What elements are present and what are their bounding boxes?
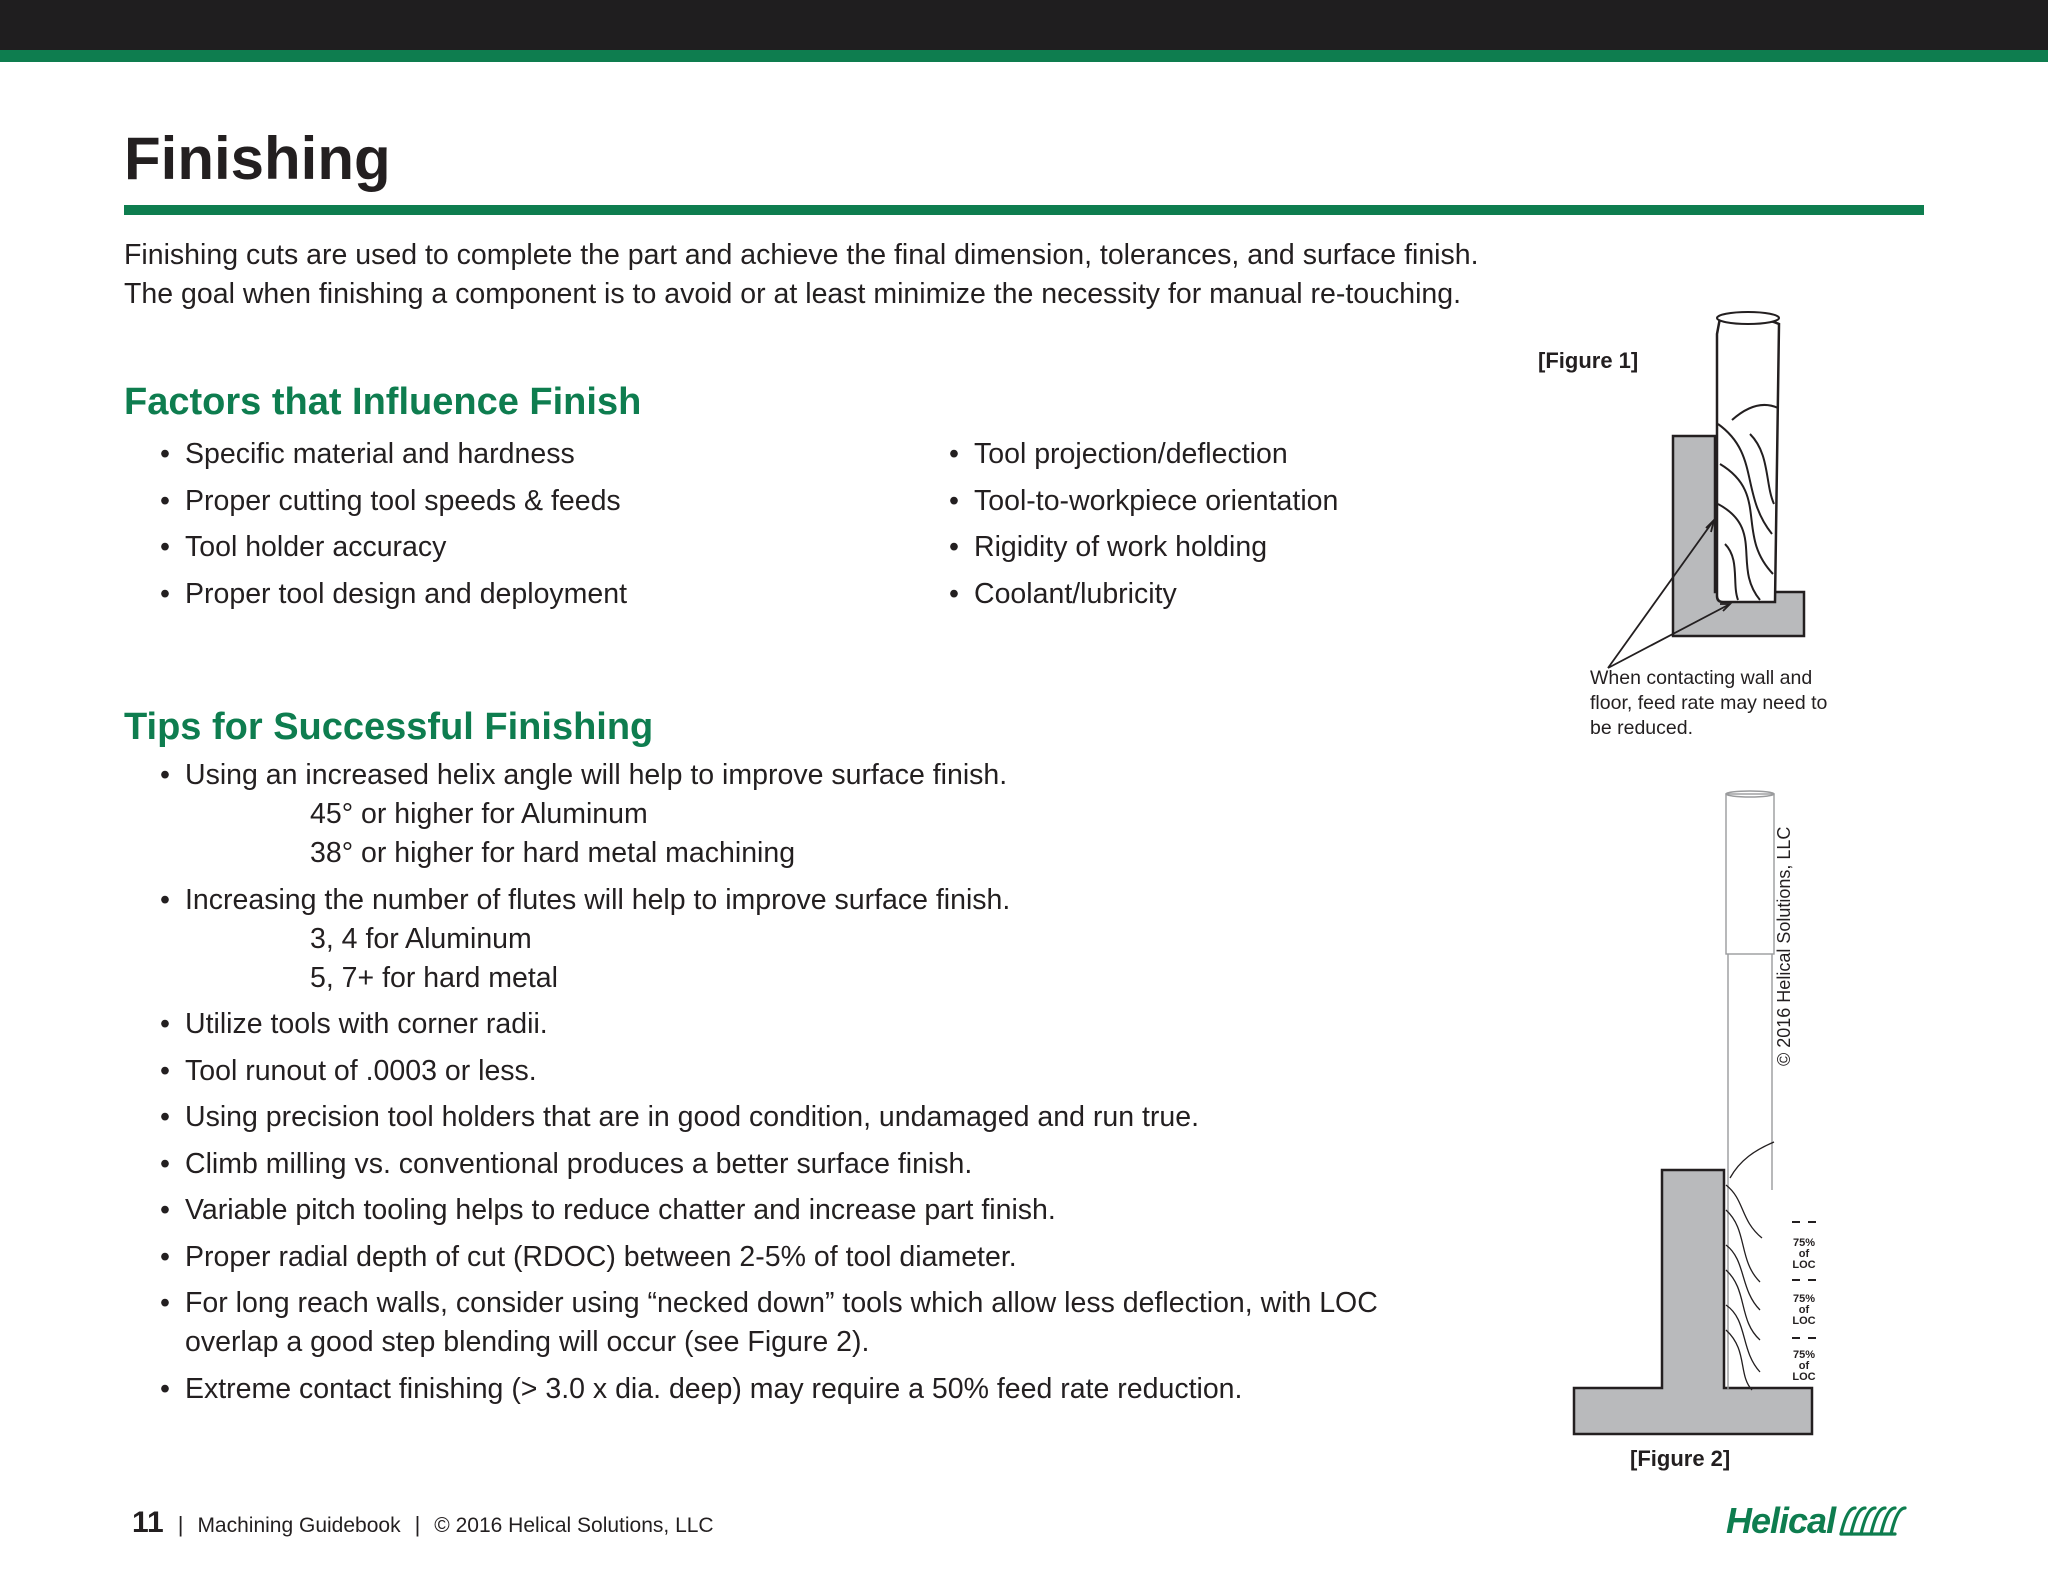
tip-text: • Increasing the number of flutes will help to improve surface finish. <box>160 881 1378 920</box>
tip-item <box>160 1052 1378 1091</box>
factor-item: • Tool projection/deflection <box>949 431 1338 478</box>
factors-heading: Factors that Influence Finish <box>124 381 642 423</box>
tip-item <box>160 1370 1378 1409</box>
loc-label <box>1787 1294 1821 1327</box>
footer-copyright: © 2016 Helical Solutions, LLC <box>434 1514 714 1537</box>
factor-item: • Rigidity of work holding <box>949 524 1338 571</box>
tip-item <box>160 1238 1378 1277</box>
logo-wordmark: Helical <box>1726 1500 1836 1541</box>
top-green-bar <box>0 50 2048 62</box>
tip-text: • Using precision tool holders that are in good condition, undamaged and run true. <box>160 1098 1378 1137</box>
factors-list-left <box>160 431 627 617</box>
figure2-label: [Figure 2] <box>1630 1446 1731 1471</box>
loc-label <box>1787 1238 1821 1271</box>
loc-label <box>1787 1350 1821 1383</box>
tool-shank <box>1717 316 1779 602</box>
loc-of: of <box>1798 1304 1810 1316</box>
tip-subline: 3, 4 for Aluminum <box>310 922 532 955</box>
caption-line: be reduced. <box>1590 717 1693 739</box>
factor-item: • Tool-to-workpiece orientation <box>949 478 1338 525</box>
tip-item <box>160 1191 1378 1230</box>
tool-flutes <box>1726 1142 1774 1390</box>
footer-separator: | <box>414 1512 421 1537</box>
loc-pct: 75% <box>1792 1293 1816 1305</box>
tool-shank-top <box>1717 312 1779 324</box>
intro-paragraph <box>124 236 1479 314</box>
tip-subline: 45° or higher for Aluminum <box>310 798 648 830</box>
tip-item <box>160 1098 1378 1137</box>
figure2-illustration <box>1570 790 1830 1440</box>
tip-item <box>160 1284 1378 1362</box>
figure1-illustration <box>1560 304 1820 684</box>
page-number: 11 <box>132 1506 164 1539</box>
tip-text: • Extreme contact finishing (> 3.0 x dia. deep) may require a 50% feed rate reduction. <box>160 1370 1378 1409</box>
tip-item <box>160 1145 1378 1184</box>
tip-text: • Variable pitch tooling helps to reduce chatter and increase part finish. <box>160 1191 1378 1230</box>
factor-item: • Specific material and hardness <box>160 431 627 478</box>
intro-line: The goal when finishing a component is to avoid or at least minimize the necessity for manual re-touching. <box>124 278 1462 310</box>
factor-item: • Coolant/lubricity <box>949 571 1338 618</box>
helix-logo-icon <box>1837 1504 1909 1538</box>
factor-item: • Proper tool design and deployment <box>160 571 627 618</box>
figure1-caption <box>1590 666 1827 741</box>
tip-subline: 38° or higher for hard metal machining <box>310 837 796 869</box>
loc-of: of <box>1798 1360 1810 1372</box>
footer-guide-title: Machining Guidebook <box>197 1514 401 1537</box>
page-title: Finishing <box>124 125 391 192</box>
factor-item: • Tool holder accuracy <box>160 524 627 571</box>
tip-continuation: overlap a good step blending will occur (see Figure 2). <box>185 1326 870 1358</box>
footer-separator: | <box>177 1512 184 1537</box>
page-footer <box>132 1506 714 1540</box>
tip-text: • Proper radial depth of cut (RDOC) between 2-5% of tool diameter. <box>160 1238 1378 1277</box>
tips-heading: Tips for Successful Finishing <box>124 706 654 748</box>
caption-line: When contacting wall and <box>1590 667 1813 689</box>
tip-item <box>160 1005 1378 1044</box>
figure2-copyright: © 2016 Helical Solutions, LLC <box>1774 826 1794 1066</box>
loc-word: LOC <box>1792 1371 1816 1383</box>
loc-pct: 75% <box>1792 1237 1816 1249</box>
workpiece-t-block <box>1574 1170 1812 1434</box>
caption-line: floor, feed rate may need to <box>1590 692 1828 714</box>
factors-list-right <box>949 431 1338 617</box>
tip-item <box>160 756 1378 873</box>
loc-word: LOC <box>1792 1259 1816 1271</box>
tip-text: • Using an increased helix angle will help to improve surface finish. <box>160 756 1378 795</box>
figure1-label: [Figure 1] <box>1538 348 1639 373</box>
title-rule <box>124 205 1924 215</box>
helical-logo <box>1726 1500 1909 1542</box>
tip-text: • Utilize tools with corner radii. <box>160 1005 1378 1044</box>
tip-text: • For long reach walls, consider using “necked down” tools which allow less deflection, with LOC <box>160 1284 1378 1323</box>
tip-text: • Tool runout of .0003 or less. <box>160 1052 1378 1091</box>
loc-pct: 75% <box>1792 1349 1816 1361</box>
loc-word: LOC <box>1792 1315 1816 1327</box>
tip-subline: 5, 7+ for hard metal <box>310 961 558 994</box>
top-dark-bar <box>0 0 2048 50</box>
factor-item: • Proper cutting tool speeds & feeds <box>160 478 627 525</box>
tip-item <box>160 881 1378 998</box>
tip-text: • Climb milling vs. conventional produces a better surface finish. <box>160 1145 1378 1184</box>
tips-list <box>160 756 1378 1409</box>
necked-tool <box>1726 791 1774 1390</box>
loc-of: of <box>1798 1248 1810 1260</box>
intro-line: Finishing cuts are used to complete the part and achieve the final dimension, tolerances, and surface finish. <box>124 239 1479 271</box>
